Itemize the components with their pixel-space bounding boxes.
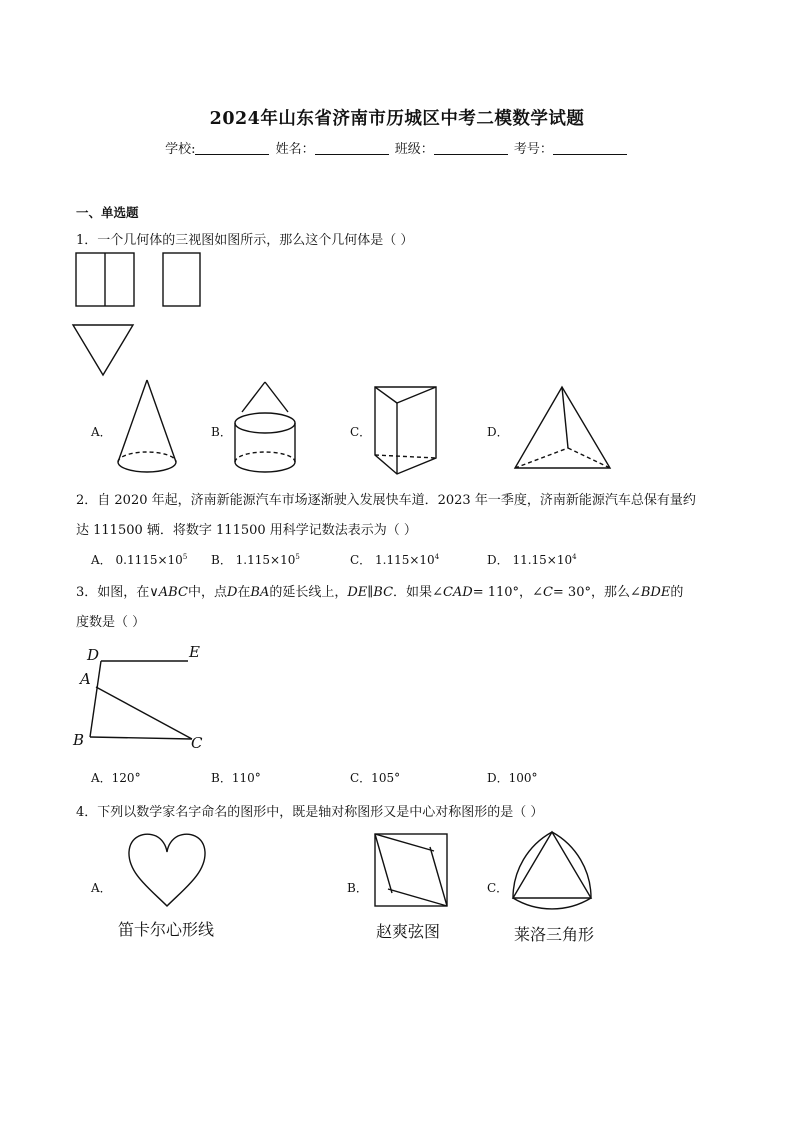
q4-zhao-shuang-figure [375, 834, 447, 906]
q4-option-b-label: B． [347, 881, 368, 895]
q3-stem-line1: 3．如图，在∨ABC中，点D在BA的延长线上，DE∥BC．如果∠CAD= 110°，∠C= 30°，那么∠BDE的 [76, 585, 684, 600]
q1-option-b-label: B． [211, 425, 232, 439]
q1-option-d-label: D． [487, 425, 509, 439]
class-label: 班级： [394, 142, 434, 157]
section-heading: 一、单选题 [76, 205, 139, 220]
name-label: 姓名： [275, 142, 315, 157]
q4-option-c-label: C． [487, 881, 509, 895]
q1-option-a-label: A． [91, 425, 112, 439]
q3-point-d: D [87, 646, 100, 664]
q4-cardioid-heart-figure [129, 834, 205, 906]
q3-option-d: D．100° [487, 771, 538, 785]
q4-caption-a: 笛卡尔心形线 [118, 920, 215, 939]
q4-caption-c: 莱洛三角形 [514, 925, 595, 944]
q3-point-b: B [73, 731, 85, 749]
q4-option-a-label: A． [91, 881, 112, 895]
q3-stem-line2: 度数是（ ） [76, 615, 146, 630]
exam-no-label: 考号： [513, 142, 553, 157]
q3-option-a: A．120° [91, 771, 141, 785]
q2-option-a: A． $0.1115\times 10^5$ [91, 553, 188, 567]
q3-point-c: C [191, 734, 203, 752]
q3-point-a: A [80, 670, 91, 688]
q2-option-c: C． $1.115\times 10^4$ [350, 553, 440, 567]
school-label: 学校: [165, 142, 196, 157]
q1-option-c-label: C． [350, 425, 372, 439]
q4-reuleaux-triangle-figure [513, 832, 591, 909]
q3-option-c: C．105° [350, 771, 401, 785]
q2-stem-line2: 达 111500 辆．将数字 111500 用科学记数法表示为（ ） [76, 523, 417, 538]
q4-stem: 4．下列以数学家名字命名的图形中，既是轴对称图形又是中心对称图形的是（ ） [76, 805, 544, 820]
q4-caption-b: 赵爽弦图 [376, 922, 441, 941]
q3-option-b: B．110° [211, 771, 261, 785]
q1-stem: 1．一个几何体的三视图如图所示，那么这个几何体是（ ） [76, 233, 414, 248]
q2-option-d: D． $11.15\times 10^4$ [487, 553, 577, 567]
page-title: 2024年山东省济南市历城区中考二模数学试题 [209, 109, 585, 129]
q2-stem-line1: 2．自 2020 年起，济南新能源汽车市场逐渐驶入发展快车道．2023 年一季度，济南新能源汽车总保有量约 [76, 493, 696, 508]
q3-point-e: E [189, 643, 200, 661]
q2-option-b: B． $1.115\times 10^5$ [211, 553, 300, 567]
